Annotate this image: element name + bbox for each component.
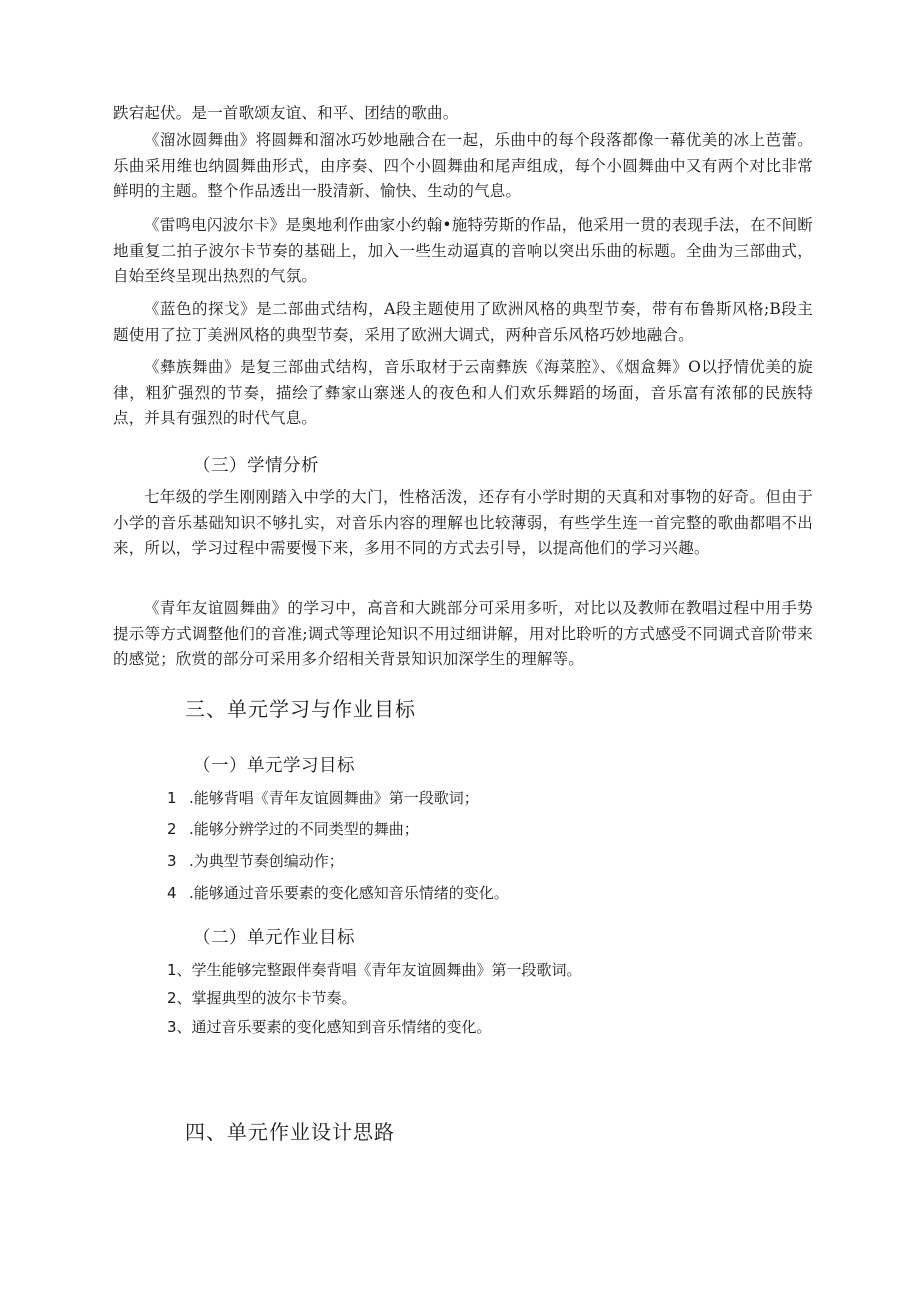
list-number: 3: [167, 852, 177, 870]
homework-goals-heading: （二）单元作业目标: [193, 928, 355, 948]
paragraph-teaching-approach: 《青年友谊圆舞曲》的学习中，高音和大跳部分可采用多听，对比以及教师在教唱过程中用手势提示等方式调整他们的音准;调式等理论知识不用过细讲解，用对比聆听的方式感受不同调式音阶带来的感觉；欣赏的部分可采用多介绍相关背景知识加深学生的理解等。: [113, 599, 813, 668]
list-text: 、掌握典型的波尔卡节奏。: [176, 989, 357, 1007]
list-number: 2: [167, 989, 177, 1007]
list-number: 3: [167, 1018, 177, 1036]
list-text: .能够分辨学过的不同类型的舞曲；: [189, 820, 419, 838]
list-text: 、通过音乐要素的变化感知到音乐情绪的变化。: [176, 1018, 492, 1036]
paragraph-song-description-end: 跌宕起伏。是一首歌颂友谊、和平、团结的歌曲。: [113, 104, 459, 122]
paragraph-thunder-lightning-polka: 《雷鸣电闪波尔卡》是奥地利作曲家小约翰•施特劳斯的作品，他采用一贯的表现手法，在不间断地重复二拍子波尔卡节奏的基础上，加入一些生动逼真的音响以突出乐曲的标题。全曲为三部曲式，自始至终呈现出热烈的气氛。: [113, 216, 813, 285]
paragraph-skating-waltz: 《溜冰圆舞曲》将圆舞和溜冰巧妙地融合在一起，乐曲中的每个段落都像一幕优美的冰上芭蕾。乐曲采用维也纳圆舞曲形式，由序奏、四个小圆舞曲和尾声组成，每个小圆舞曲中又有两个对比非常鲜明的主题。整个作品透出一股清新、愉快、生动的气息。: [113, 131, 813, 200]
list-number: 1: [167, 961, 177, 979]
paragraph-blue-tango: 《蓝色的探戈》是二部曲式结构，A段主题使用了欧洲风格的典型节奏，带有布鲁斯风格;B段主题使用了拉丁美洲风格的典型节奏，采用了欧洲大调式，两种音乐风格巧妙地融合。: [113, 300, 813, 344]
list-text: .为典型节奏创编动作；: [189, 852, 344, 870]
learning-goal-item: [167, 818, 419, 840]
section4-heading: 四、单元作业设计思路: [185, 1120, 395, 1144]
list-number: 2: [167, 820, 177, 838]
list-text: 、学生能够完整跟伴奏背唱《青年友谊圆舞曲》第一段歌词。: [176, 961, 582, 979]
learning-goals-heading: （一）单元学习目标: [193, 756, 355, 776]
paragraph-yi-dance: 《彝族舞曲》是复三部曲式结构，音乐取材于云南彝族《海菜腔》、《烟盒舞》O以抒情优美的旋律，粗犷强烈的节奏，描绘了彝家山寨迷人的夜色和人们欢乐舞蹈的场面，音乐富有浓郁的民族特点，并具有强烈的时代气息。: [113, 358, 813, 427]
list-text: .能够通过音乐要素的变化感知音乐情绪的变化。: [189, 884, 509, 902]
list-number: 1: [167, 789, 177, 807]
list-number: 4: [167, 884, 177, 902]
section3-heading: 三、单元学习与作业目标: [185, 697, 416, 721]
learning-goal-item: [167, 787, 479, 809]
list-text: .能够背唱《青年友谊圆舞曲》第一段歌词；: [189, 789, 479, 807]
learning-goal-item: [167, 850, 344, 872]
homework-goal-item: [167, 987, 357, 1009]
learning-goal-item: [167, 882, 509, 904]
learning-analysis-heading: （三）学情分析: [193, 456, 319, 476]
paragraph-student-analysis: 七年级的学生刚刚踏入中学的大门，性格活泼，还存有小学时期的天真和对事物的好奇。但由于小学的音乐基础知识不够扎实，对音乐内容的理解也比较薄弱，有些学生连一首完整的歌曲都唱不出来，所以，学习过程中需要慢下来，多用不同的方式去引导，以提高他们的学习兴趣。: [113, 488, 813, 557]
homework-goal-item: [167, 1016, 492, 1038]
homework-goal-item: [167, 959, 582, 981]
